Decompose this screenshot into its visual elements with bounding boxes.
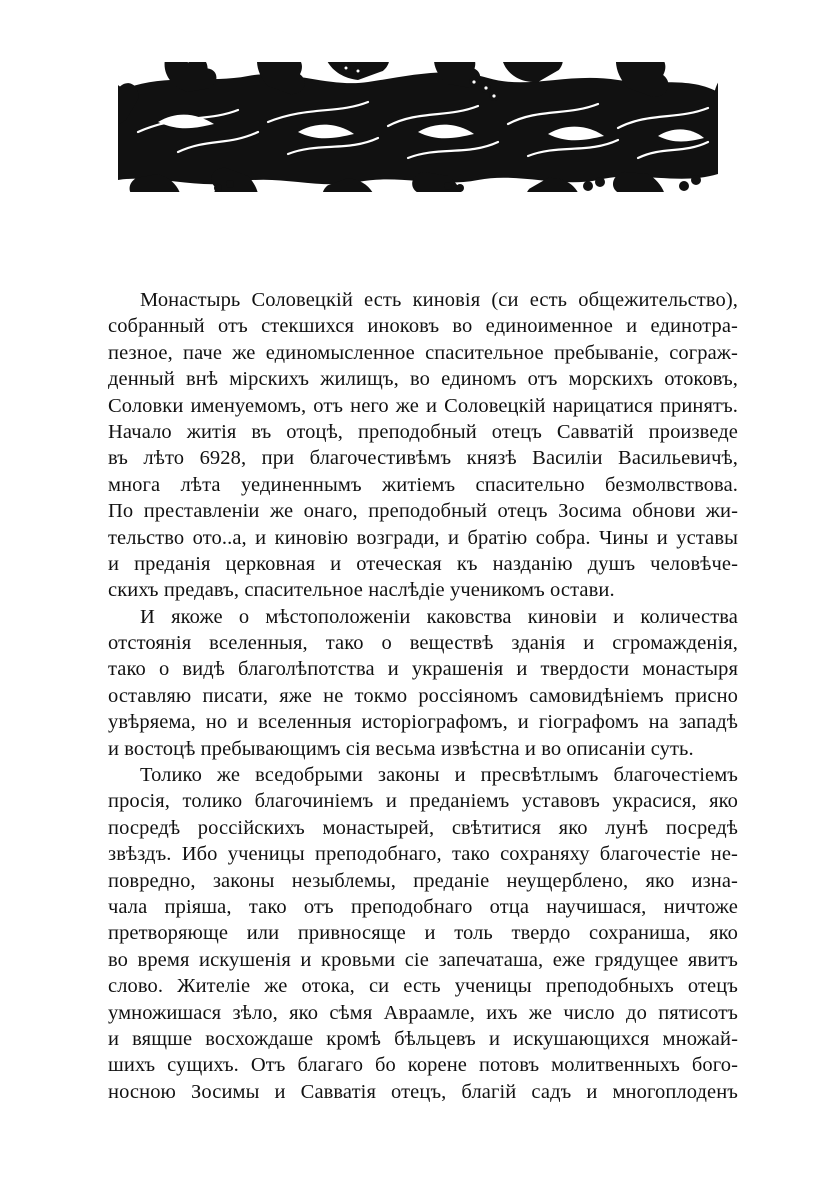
text-line: носною Зосимы и Савватія отецъ, благій садъ и многоплоденъ bbox=[108, 1080, 738, 1103]
text-line: И якоже о мѣстоположеніи каковства киновіи и количества bbox=[140, 605, 738, 628]
text-line: Монастырь Соловецкій есть киновія (си есть общежительство), bbox=[140, 289, 738, 311]
text-line: Толико же вседобрыми законы и пресвѣтлымъ благочестіемъ bbox=[140, 764, 738, 787]
text-line: денный внѣ мірскихъ жилищъ, во единомъ отъ морскихъ отоковъ, bbox=[108, 368, 738, 391]
leaf-and-berry-vignette-icon bbox=[118, 62, 718, 192]
text-line: во время искушенія и кровьми сіе запечаташа, еже грядущее явитъ bbox=[108, 948, 738, 971]
text-line: тако о видѣ благолѣпотства и украшенія и твердости монастыря bbox=[108, 658, 738, 681]
text-line: оставляю писати, яже не токмо россіяномъ самовидѣніемъ присно bbox=[108, 684, 738, 707]
text-line: и востоцѣ пребывающимъ сія весьма извѣстна и во описаніи суть. bbox=[108, 737, 694, 760]
text-line: посредѣ россійскихъ монастырей, свѣтитися яко лунѣ посредѣ bbox=[108, 816, 738, 839]
text-line: шихъ сущихъ. Отъ благаго бо корене потовъ молитвенныхъ бого- bbox=[108, 1054, 738, 1077]
text-line: пезное, паче же единомысленное спасительное пребываніе, сограж- bbox=[108, 341, 738, 364]
text-line: Начало житія въ отоцѣ, преподобный отецъ Савватій произведе bbox=[108, 420, 738, 443]
text-line: умножишася зѣло, яко сѣмя Авраамле, ихъ же число до пятисотъ bbox=[108, 1001, 738, 1024]
text-line: и преданія церковная и отеческая къ назданію душъ человѣче- bbox=[108, 552, 738, 575]
text-line: въ лѣто 6928, при благочестивѣмъ князѣ Василіи Васильевичѣ, bbox=[108, 447, 738, 470]
text-line: просія, толико благочиніемъ и преданіемъ уставовъ украсися, яко bbox=[108, 790, 738, 813]
text-line: чала пріяша, тако отъ преподобнаго отца научишася, ничтоже bbox=[108, 895, 738, 918]
text-line: По преставленіи же онаго, преподобный отецъ Зосима обнови жи- bbox=[108, 500, 738, 523]
text-line: претворяюще или привносяще и толь твердо сохраниша, яко bbox=[108, 922, 738, 945]
text-line: Соловки именуемомъ, отъ него же и Соловецкій нарицатися принятъ. bbox=[108, 394, 738, 417]
text-line: отстоянія вселенныя, тако о веществѣ зданія и сгромажденія, bbox=[108, 632, 738, 655]
text-line: звѣздъ. Ибо ученицы преподобнаго, тако сохраняху благочестіе не- bbox=[108, 843, 738, 866]
text-line: собранный отъ стекшихся иноковъ во единоименное и единотра- bbox=[108, 315, 738, 338]
text-line: тельство ото..а, и киновію возгради, и братію собра. Чины и уставы bbox=[108, 526, 738, 549]
body-text bbox=[108, 287, 738, 1105]
text-line: и вящше восхождаше кромѣ бѣльцевъ и искушающихся множай- bbox=[108, 1027, 738, 1050]
text-line: увѣряема, но и вселенныя исторіографомъ, и гіографомъ на западѣ bbox=[108, 711, 738, 734]
text-line: слово. Жителіе же отока, си есть ученицы преподобныхъ отецъ bbox=[108, 975, 738, 998]
text-line: скихъ предавъ, спасительное наслѣдіе ученикомъ остави. bbox=[108, 579, 615, 602]
text-line: повредно, законы незыблемы, преданіе неущерблено, яко изна- bbox=[108, 869, 738, 892]
text-line: многа лѣта уединеннымъ житіемъ спасительно безмолвствова. bbox=[108, 473, 738, 496]
